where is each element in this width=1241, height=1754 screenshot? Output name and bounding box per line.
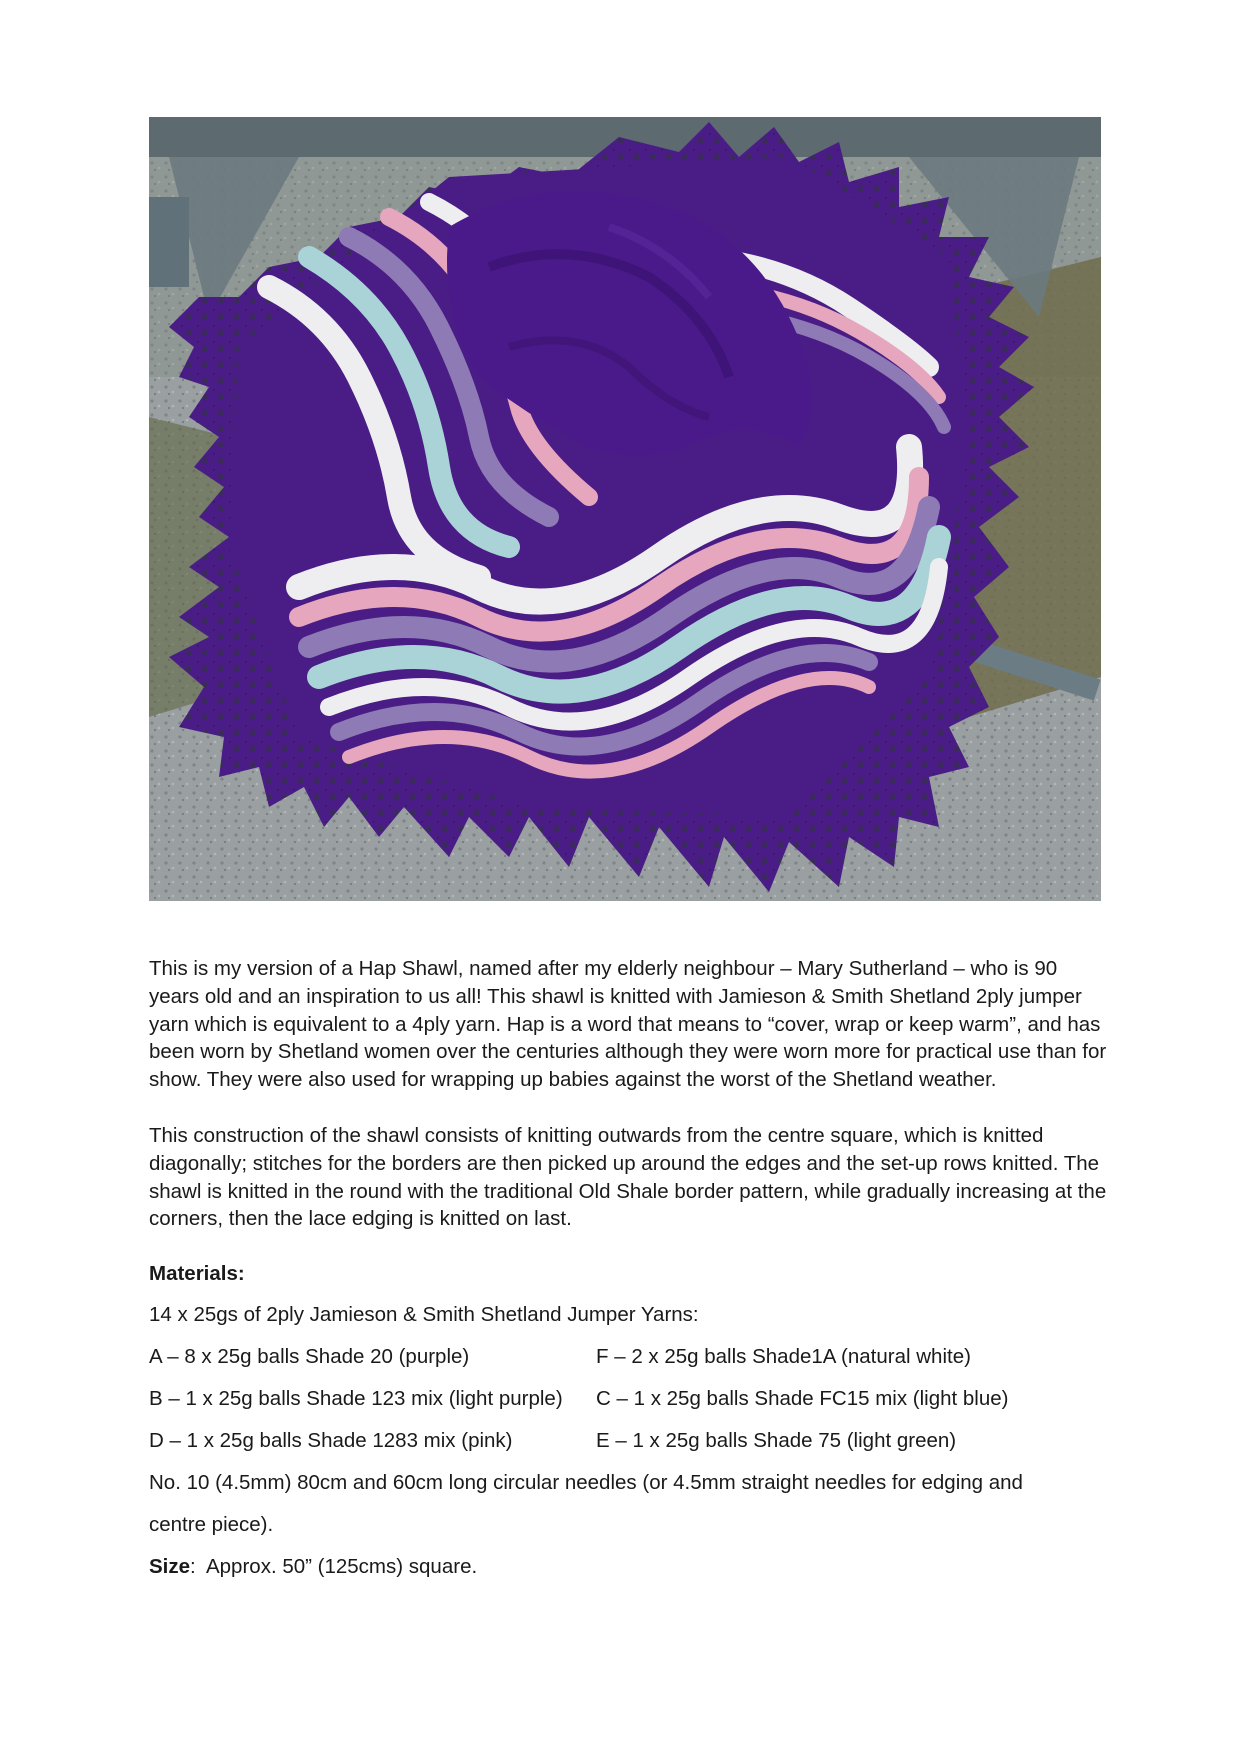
shawl-photo	[149, 117, 1101, 901]
yarn-item: B – 1 x 25g balls Shade 123 mix (light purple)	[149, 1386, 563, 1410]
size-line	[149, 1546, 1109, 1588]
pattern-description	[149, 955, 1109, 1588]
yarn-item: E – 1 x 25g balls Shade 75 (light green)	[596, 1428, 957, 1452]
intro-paragraph-1: This is my version of a Hap Shawl, named after my elderly neighbour – Mary Sutherland – who is 90 years old and an inspiration to us all! This shawl is knitted with Jamieson & Smith Shetland 2ply jumper yarn which is equivalent to a 4ply yarn. Hap is a word that means to “cover, wrap or keep warm”, and has been worn by Shetland women over the centuries although they were worn more for practical use than for show. They were also used for wrapping up babies against the worst of the Shetland weather.	[149, 957, 1107, 1092]
needles-line: No. 10 (4.5mm) 80cm and 60cm long circular needles (or 4.5mm straight needles for edging and	[149, 1470, 1023, 1494]
yarn-intro: 14 x 25gs of 2ply Jamieson & Smith Shetland Jumper Yarns:	[149, 1302, 699, 1326]
size-value: : Approx. 50” (125cms) square.	[190, 1554, 478, 1578]
yarn-item: A – 8 x 25g balls Shade 20 (purple)	[149, 1344, 470, 1368]
yarn-item: F – 2 x 25g balls Shade1A (natural white)	[596, 1344, 971, 1368]
yarn-row	[149, 1420, 1109, 1462]
materials-list	[149, 1294, 1109, 1588]
yarn-item: C – 1 x 25g balls Shade FC15 mix (light blue)	[596, 1386, 1009, 1410]
yarn-row	[149, 1378, 1109, 1420]
needles-line-continued: centre piece).	[149, 1512, 274, 1536]
intro-paragraph-2: This construction of the shawl consists of knitting outwards from the centre square, which is knitted diagonally; stitches for the borders are then picked up around the edges and the set-up rows knitted. The shawl is knitted in the round with the traditional Old Shale border pattern, while gradually increasing at the corners, then the lace edging is knitted on last.	[149, 1123, 1107, 1231]
yarn-row	[149, 1336, 1109, 1378]
size-label: Size	[149, 1554, 191, 1578]
yarn-item: D – 1 x 25g balls Shade 1283 mix (pink)	[149, 1428, 513, 1452]
materials-heading: Materials:	[149, 1262, 245, 1286]
